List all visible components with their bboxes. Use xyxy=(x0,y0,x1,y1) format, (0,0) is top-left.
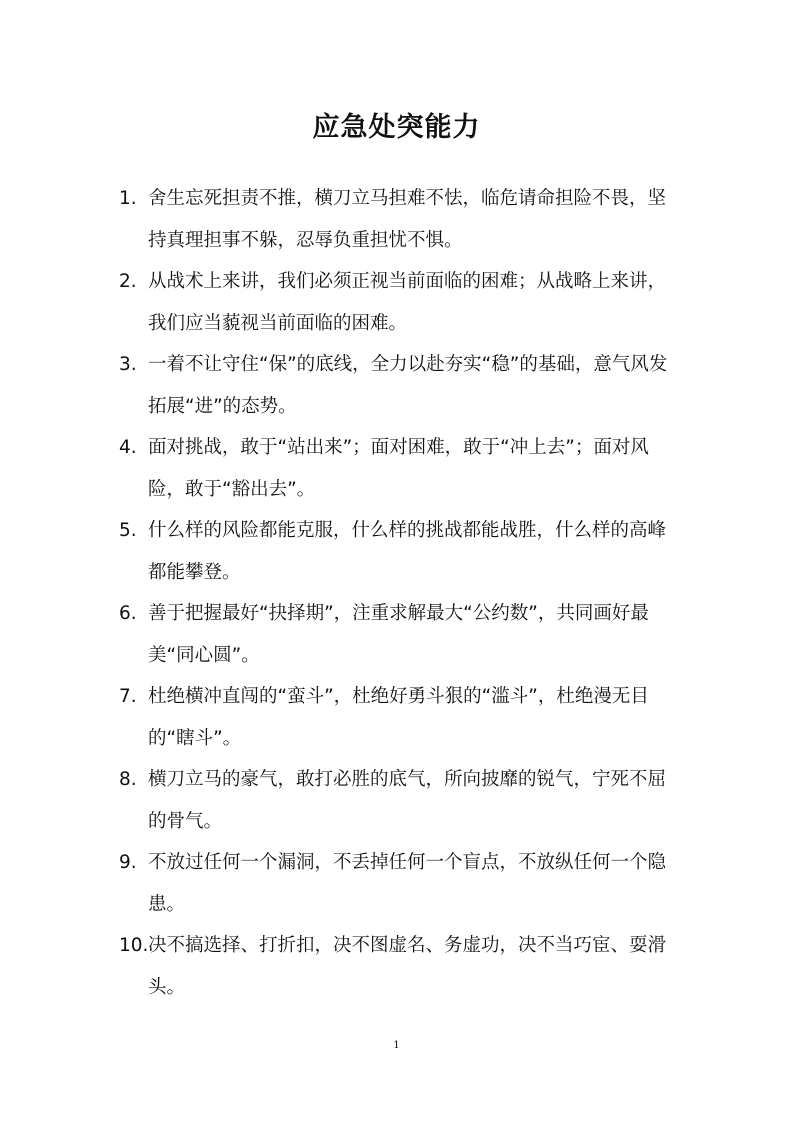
list-item xyxy=(119,759,679,842)
list-item xyxy=(119,676,679,759)
list-item-text: 什么样的风险都能克服，什么样的挑战都能战胜，什么样的高峰都能攀登。 xyxy=(148,520,667,583)
list-item-number: 10. xyxy=(119,935,149,956)
list-item-text: 决不搞选择、打折扣，决不图虚名、务虚功，决不当巧宦、耍滑头。 xyxy=(148,935,667,998)
list-item-text: 从战术上来讲，我们必须正视当前面临的困难；从战略上来讲，我们应当藐视当前面临的困难。 xyxy=(148,271,667,334)
page-title: 应急处突能力 xyxy=(312,112,481,143)
list-item-number: 7. xyxy=(119,686,137,707)
list-item xyxy=(119,842,679,925)
list-item-number: 1. xyxy=(119,188,137,209)
list-item-number: 8. xyxy=(119,769,137,790)
list-item-number: 2. xyxy=(119,271,137,292)
list-item xyxy=(119,510,679,593)
list-item-text: 一着不让守住“保”的底线，全力以赴夯实“稳”的基础，意气风发拓展“进”的态势。 xyxy=(148,354,668,417)
list-item xyxy=(119,925,679,1008)
page-number: 1 xyxy=(393,1040,400,1051)
list-item-number: 6. xyxy=(119,603,137,624)
list-item xyxy=(119,427,679,510)
list-item-number: 5. xyxy=(119,520,137,541)
list-item-text: 舍生忘死担责不推，横刀立马担难不怯，临危请命担险不畏，坚持真理担事不躲，忍辱负重担忧不惧。 xyxy=(148,188,667,251)
list-item xyxy=(119,261,679,344)
list-item xyxy=(119,593,679,676)
list-item-text: 善于把握最好“抉择期”，注重求解最大“公约数”，共同画好最美“同心圆”。 xyxy=(148,603,649,666)
numbered-list xyxy=(119,178,679,1008)
list-item-number: 3. xyxy=(119,354,137,375)
list-item-text: 面对挑战，敢于“站出来”；面对困难，敢于“冲上去”；面对风险，敢于“豁出去”。 xyxy=(148,437,649,500)
list-item xyxy=(119,344,679,427)
list-item-text: 横刀立马的豪气，敢打必胜的底气，所向披靡的锐气，宁死不屈的骨气。 xyxy=(148,769,667,832)
list-item-text: 不放过任何一个漏洞，不丢掉任何一个盲点，不放纵任何一个隐患。 xyxy=(148,852,667,915)
list-item xyxy=(119,178,679,261)
list-item-number: 4. xyxy=(119,437,137,458)
list-item-number: 9. xyxy=(119,852,137,873)
list-item-text: 杜绝横冲直闯的“蛮斗”，杜绝好勇斗狠的“滥斗”，杜绝漫无目的“瞎斗”。 xyxy=(148,686,649,749)
